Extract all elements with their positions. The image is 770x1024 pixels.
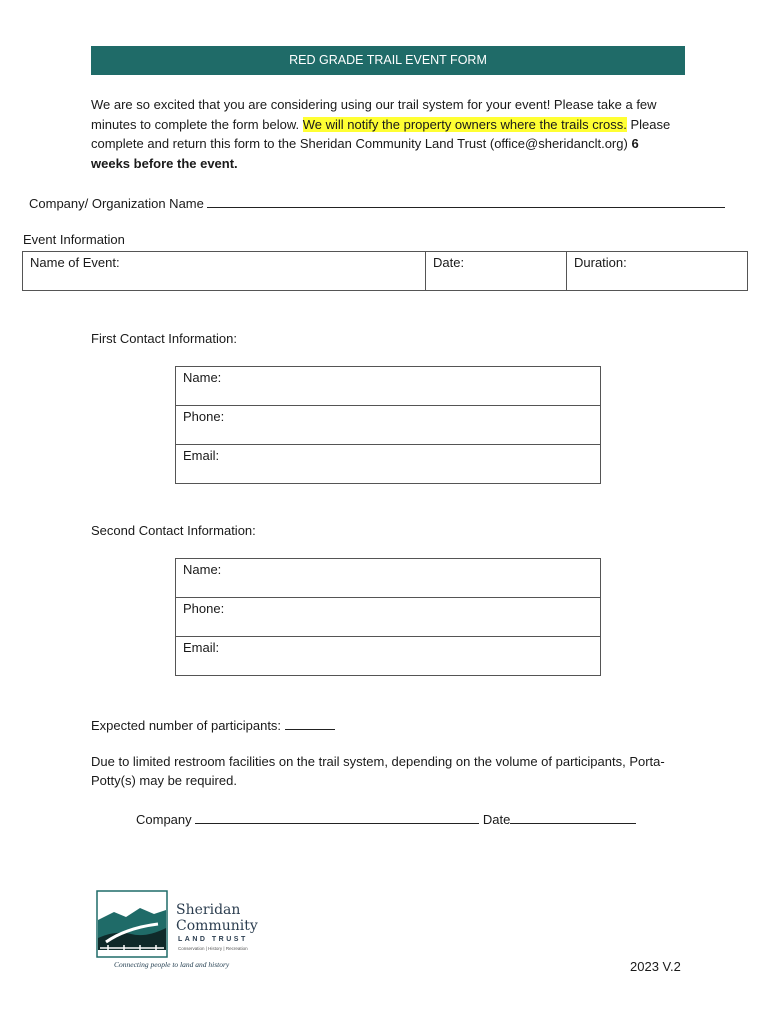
second-contact-email-label: Email: xyxy=(183,640,220,655)
second-contact-name-label: Name: xyxy=(183,562,222,577)
event-date-cell[interactable] xyxy=(426,252,567,291)
first-contact-table xyxy=(175,366,601,484)
event-name-cell[interactable] xyxy=(23,252,426,291)
form-title-bar xyxy=(91,46,685,75)
signature-date-label: Date xyxy=(482,812,511,827)
intro-paragraph xyxy=(91,95,681,173)
second-contact-name-cell[interactable] xyxy=(176,559,601,598)
intro-text-2: Please complete and return this form to the Sheridan Community Land Trust (office@sheridanclt.org) xyxy=(91,116,671,151)
company-org-row xyxy=(29,193,741,211)
signature-date-field[interactable] xyxy=(510,809,636,824)
signature-company-label: Company xyxy=(136,812,192,827)
event-info-heading: Event Information xyxy=(23,232,125,247)
event-duration-label: Duration: xyxy=(574,255,627,270)
first-contact-email-cell[interactable] xyxy=(176,445,601,484)
company-org-field[interactable] xyxy=(207,193,725,208)
participants-label: Expected number of participants: xyxy=(91,718,282,733)
restroom-note: Due to limited restroom facilities on the trail system, depending on the volume of participants, Porta-Potty(s) may be required. xyxy=(91,754,665,788)
intro-deadline: 6 weeks before the event. xyxy=(91,136,639,171)
signature-company-field[interactable] xyxy=(195,809,479,824)
intro-text-1: We are so excited that you are considering using our trail system for your event! Please take a few minutes to complete the form below. xyxy=(91,97,657,132)
sheridan-clt-logo xyxy=(96,888,266,970)
version-label: 2023 V.2 xyxy=(630,959,681,974)
first-contact-phone-label: Phone: xyxy=(183,409,225,424)
participants-row xyxy=(91,715,335,733)
event-name-label: Name of Event: xyxy=(30,255,120,270)
intro-highlight: We will notify the property owners where the trails cross. xyxy=(302,116,627,132)
logo-line3: LAND TRUST xyxy=(178,936,248,943)
first-contact-name-cell[interactable] xyxy=(176,367,601,406)
second-contact-heading: Second Contact Information: xyxy=(91,523,256,538)
logo-line2: Community xyxy=(176,918,258,934)
logo-line1: Sheridan xyxy=(176,902,241,918)
participants-field[interactable] xyxy=(285,715,335,730)
second-contact-phone-cell[interactable] xyxy=(176,598,601,637)
first-contact-heading: First Contact Information: xyxy=(91,331,237,346)
logo-tagline: Connecting people to land and history xyxy=(114,960,230,969)
landscape-icon xyxy=(96,890,168,958)
second-contact-table xyxy=(175,558,601,676)
second-contact-email-cell[interactable] xyxy=(176,637,601,676)
first-contact-phone-cell[interactable] xyxy=(176,406,601,445)
logo-subline: Conservation | History | Recreation xyxy=(178,946,248,951)
event-date-label: Date: xyxy=(433,255,465,270)
first-contact-name-label: Name: xyxy=(183,370,222,385)
event-info-table xyxy=(22,251,748,291)
first-contact-email-label: Email: xyxy=(183,448,220,463)
event-duration-cell[interactable] xyxy=(567,252,748,291)
form-title: RED GRADE TRAIL EVENT FORM xyxy=(289,53,487,67)
second-contact-phone-label: Phone: xyxy=(183,601,225,616)
signature-row xyxy=(136,809,656,827)
company-org-label: Company/ Organization Name xyxy=(29,196,204,211)
